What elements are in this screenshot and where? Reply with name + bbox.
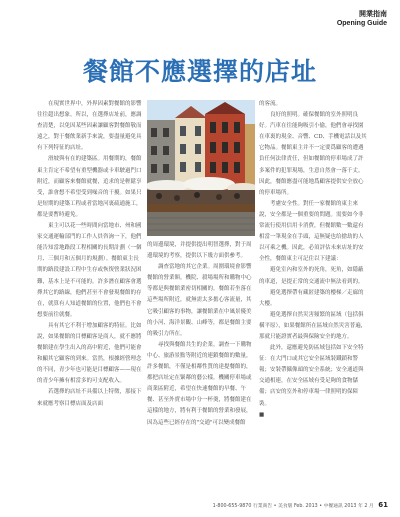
paragraph: 的客流。	[259, 101, 282, 107]
section-label-en: Opening Guide	[336, 20, 387, 27]
paragraph: 的周邊環境，并提供提出明智選擇，對于周邊環境的考察，提供以下幾方面供參考。	[147, 242, 252, 260]
page-footer	[213, 501, 388, 509]
paragraph: 考慮安全性。對任一家餐館的東主來說，安全都是一個重要的問題。需要如今非常流行使用信用卡消費，但餐館數一數還有相當一筆現金在手頭，這無疑也给搶劫的人以可乘之機。因此，必須評估未來店址的安全性，餐館東主可記住以下建議：	[259, 200, 364, 263]
paragraph: 此外，還應避免防區域包括如下安全特征：在大門口或其它安全區域裝鐵鎖和警報；安裝帶攝像頭的安全系統；安全通道與交通相連，在安全區域有受足夠的食物儲備；店安的室外和停車場一律照明的保障裝。	[259, 345, 364, 407]
page-number: 61	[378, 501, 388, 509]
paragraph: 滑坡與有在的建築區。用餐期的，餐館東主肯定不希望有重型機器或卡車駛過門口附近，而顧客來餐館就餐，追求的是輕鬆享受，誰會想不希望受到噪音的干擾。如果只是短期的建築工程或者當地河裏疏通施工，都是要暫時避免。	[37, 156, 142, 218]
paragraph: 避免選擇自然災害頻繁的區域（包括俱橫平原），如果餐館所在區域自然災害普遍，那就只能證實者最與保險安全的地方。	[259, 311, 367, 340]
paragraph: 避免室內和室外的死角，死角，如隱蔽的車道，是提正常的交通流中無法看到的。	[259, 267, 364, 285]
paragraph: 具有其它不利于增加顧客的特征。比如說，如果餐館的目標顧客是商人，就不應將餐館建在學生出入的高中附近，他們可能會和顯其它顧客的到來。當然，根據經營理念的不同，青少年也可能是目標顧客——現在的青少年擁有相當多的可支配收入。	[37, 322, 142, 385]
paragraph: 調查當地的其它企業。周圍環境會影響餐館的營業額。機院、殺場場所和購物中心等都是與餐館業密切相關的。餐館若坐落在這些場所附近，就無需太多擔心客流量，其它吸引顧客的事物，讓餐館業在中風景優美的小河、海洋景觀、山峰等，都是餐館主要的吸引力所在。	[147, 264, 252, 337]
text-column-2	[147, 240, 255, 490]
text-column-3	[259, 99, 367, 489]
paragraph: 若選擇的店址不具備以上特徵，那接下來就應考察目標店面及店面	[37, 389, 142, 407]
footer-phone: 1-800-655-9870	[212, 504, 252, 509]
section-label-zh: 開業指南	[359, 10, 387, 18]
paragraph: 東主可以花一些時間向當地市、州和國家交通運輸部門的工作人員咨詢一下，他們能告知當地路段工程相關的長期計劃（一個月、三個月和五個月的規劃）。餐館東主長期的路段建設工程中生存或恢復營業狀況困難，基本上是不可能的。許多潛在顧客會選擇其它的路線，他們甚至不會發現餐館的存在，就算有人知道餐館的位置，他們也不會想要前往就餐。	[37, 223, 142, 318]
paragraph: 避免選擇帶有藏匿建築的樓梯／走廊的大樓。	[259, 289, 364, 307]
text-column-1	[37, 99, 143, 489]
footer-issue: Feb. 2013 • 中餐通訊 2013 年 2 月	[293, 504, 374, 509]
end-mark: ■	[259, 411, 265, 418]
paragraph: 尋找與餐館共生的企業。調查一下購物中心、旅游景點等附近的連鎖餐館的數量，許多餐館，不僅是相鄰性質的達提餐館的，都把店址定在緊鄰的藝公樣。機關停車場或商業區附近，希望在快速餐館的早餐、午餐、甚至外賣市場中分一杯羹，將餐館建在這樣的地方，將有利于餐館的營業和發展，因為這些已經存在的"交通"可以變成餐館	[147, 341, 252, 426]
footer-publication: 行業商告 • 美食版	[252, 504, 293, 509]
paragraph: 良好的照明。確保餐館的室外照明良好。汽車在往能夠吸引小偷，他們會尋找園在車裏的現金、音響、CD、手機電話以及其它物品。餐館東主并不一定要爲顧客的遭遇負任何法律責任，但如餐館的停車場成了許多案件的犯罪現場，生意自然會一落千丈。因此，餐館應盡可能地爲顧客提供安全放心的停車場所。	[259, 112, 367, 196]
paragraph: 在現實世界中，外界因素對餐館的影響往往超出想象。所以，在選擇店址前，應調查清楚，以免因某些因素讓顧客對餐館敬而遠之，對于餐飲業新手來說，要盡量避免具有下列特征的店址。	[37, 101, 142, 152]
section-header	[317, 10, 387, 28]
street-photo	[147, 100, 255, 236]
article-title: 餐館不應選擇的店址	[82, 57, 317, 86]
